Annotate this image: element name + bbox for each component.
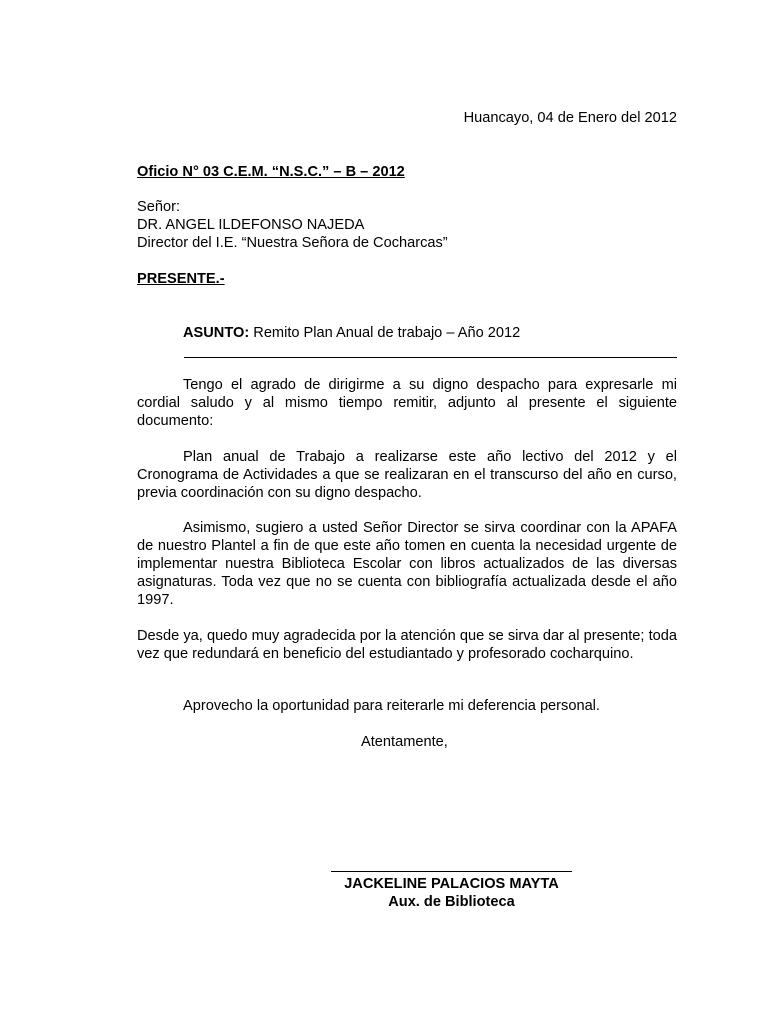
asunto-underline — [184, 357, 677, 358]
recipient-block — [137, 198, 448, 252]
oficio-reference: Oficio N° 03 C.E.M. “N.S.C.” – B – 2012 — [137, 164, 405, 180]
signer-title: Aux. de Biblioteca — [388, 894, 515, 910]
signature-block — [331, 875, 572, 911]
body-paragraph-2: Plan anual de Trabajo a realizarse este año lectivo del 2012 y el Cronograma de Actividades a que se realizaran en el transcurso del año en curso, previa coordinación con su digno despacho. — [137, 449, 677, 501]
asunto-line-text — [183, 324, 520, 342]
recipient-position: Director del I.E. “Nuestra Señora de Cocharcas” — [137, 235, 448, 251]
presente-heading: PRESENTE.- — [137, 271, 225, 287]
signer-name: JACKELINE PALACIOS MAYTA — [344, 876, 559, 892]
signature-line — [331, 871, 572, 872]
recipient-salutation: Señor: — [137, 199, 180, 215]
body-paragraph-3: Asimismo, sugiero a usted Señor Director se sirva coordinar con la APAFA de nuestro Plantel a fin de que este año tomen en cuenta la necesidad urgente de implementar nuestra Biblioteca Escolar con libros actualizados de las diversas asignaturas. Toda vez que no se cuenta con bibliografía actualizada desde el año 1997. — [137, 520, 677, 608]
letter-date: Huancayo, 04 de Enero del 2012 — [463, 110, 677, 126]
closing-text: Atentamente, — [361, 734, 448, 750]
body-paragraph-5: Aprovecho la oportunidad para reiterarle mi deferencia personal. — [183, 698, 600, 714]
body-paragraph-1: Tengo el agrado de dirigirme a su digno despacho para expresarle mi cordial saludo y al mismo tiempo remitir, adjunto al presente el siguiente documento: — [137, 377, 677, 429]
asunto-text: Remito Plan Anual de trabajo – Año 2012 — [249, 325, 521, 341]
recipient-name: DR. ANGEL ILDEFONSO NAJEDA — [137, 217, 365, 233]
asunto-label: ASUNTO: — [183, 325, 250, 341]
body-paragraph-4: Desde ya, quedo muy agradecida por la atención que se sirva dar al presente; toda vez que redundará en beneficio del estudiantado y profesorado cocharquino. — [137, 628, 677, 662]
